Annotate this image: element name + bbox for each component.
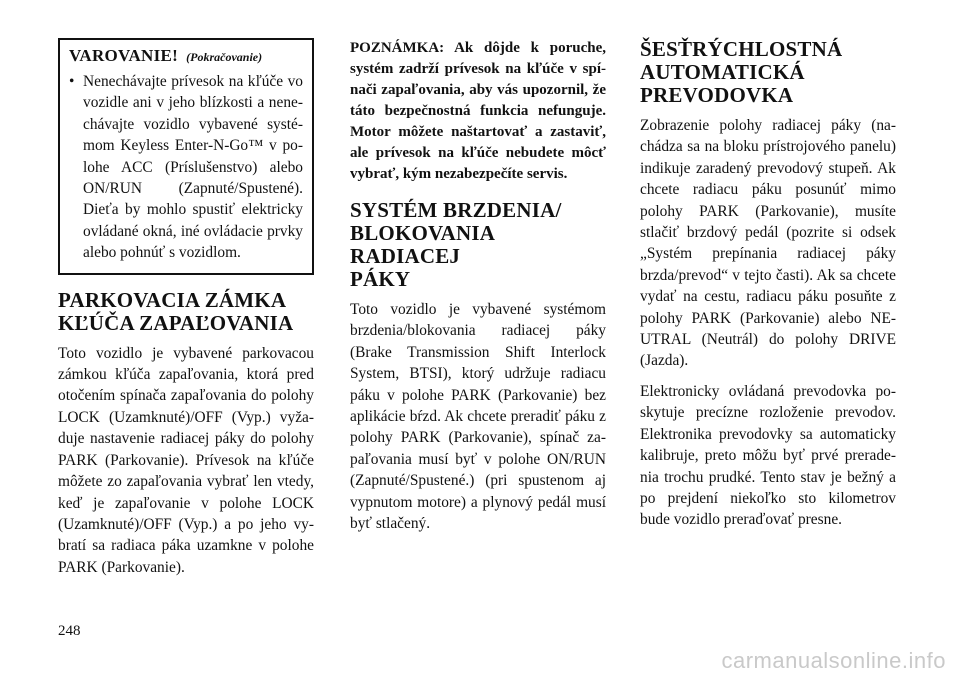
- warning-title: VAROVANIE!: [69, 46, 179, 65]
- heading-line: PÁKY: [350, 267, 411, 291]
- transmission-para-2: Elektronicky ovládaná prevodovka poskytuje precízne rozloženie prevodov. Elektronika prevodovky sa automaticky kalibruje, preto môžu byť prvé preradenia trochu prudké. Tento stav je bežný a po prejdení niekoľko sto kilometrov bude vozidlo preraďovať presne.: [640, 382, 896, 529]
- warning-item: [69, 71, 303, 264]
- warning-item-text: Nenechávajte prívesok na kľúče vo vozidle ani v jeho blízkosti a nenechávajte vozidlo vybavené systémom Keyless Enter-N-Go™ v polohe ACC (Príslušenstvo) alebo ON/RUN (Zapnuté/Spustené). Dieťa by mohlo spustiť elektricky ovládané okná, iné ovládacie prvky alebo pohnúť s vozidlom.: [83, 73, 303, 262]
- warning-box: [58, 38, 314, 275]
- transmission-heading: [640, 38, 896, 107]
- watermark: carmanualsonline.info: [721, 648, 946, 673]
- page-number: 248: [58, 623, 81, 639]
- warning-header: [69, 46, 303, 66]
- btsi-heading: [350, 199, 606, 291]
- heading-line: PREVODOVKA: [640, 83, 794, 107]
- middle-column: [350, 38, 606, 534]
- heading-line: KĽÚČA ZAPAĽOVANIA: [58, 310, 294, 335]
- note-paragraph: POZNÁMKA: Ak dôjde k poruche, systém zadrží prívesok na kľúče v spínači zapaľovania, aby vás upozornil, že táto bezpečnostná funkcia nefunguje. Motor môžete naštartovať a zastaviť, ale prívesok na kľúče nebudete môcť vybrať, kým nezabezpečíte servis.: [350, 40, 606, 182]
- heading-line: PARKOVACIA ZÁMKA: [58, 287, 287, 312]
- btsi-body: Toto vozidlo je vybavené systémom brzdenia/blokovania radiacej páky (Brake Transmission Shift Interlock System, BTSI), ktorý udržuje radiacu páku v polohe PARK (Parkovanie) bez aplikácie bŕzd. Ak chcete preradiť páku z polohy PARK (Parkovanie), spínač zapaľovania musí byť v polohe ON/RUN (Zapnuté/Spustené.) (pri spustenom aj vypnutom motore) a plynový pedál musí byť stlačený.: [350, 301, 606, 533]
- parking-lock-heading: [58, 289, 314, 335]
- warning-list: [69, 71, 303, 264]
- bullet-icon: •: [69, 73, 75, 90]
- parking-lock-body: Toto vozidlo je vybavené parkovacou zámkou kľúča zapaľovania, ktorá pred otočením spínača zapaľovania do polohy LOCK (Uzamknuté)/OFF (Vyp.) vyžaduje nastavenie radiacej páky do polohy PARK (Parkovanie). Prívesok na kľúče môžete zo zapaľovania vybrať len vtedy, keď je zapaľovanie v polohe LOCK (Uzamknuté)/OFF (Vyp.) a po jeho vybratí sa radiaca páka uzamkne v polohe PARK (Parkovanie).: [58, 344, 314, 576]
- transmission-para-1: Zobrazenie polohy radiacej páky (nachádza sa na bloku prístrojového panelu) indikuje zaradený prevodový stupeň. Ak chcete radiacu páku posunúť mimo polohy PARK (Parkovanie), musíte stlačiť brzdový pedál (pozrite si odsek „Systém prepínania radiacej páky brzda/prevod“ v tejto časti). Ak sa chcete vydať na cestu, radiacu páku posuňte z polohy PARK (Parkovanie) alebo NEUTRAL (Neutrál) do polohy DRIVE (Jazda).: [640, 117, 896, 370]
- heading-line: AUTOMATICKÁ: [640, 60, 805, 84]
- warning-subtitle: (Pokračovanie): [186, 50, 263, 64]
- heading-line: SYSTÉM BRZDENIA/: [350, 198, 562, 222]
- heading-line: ŠESŤRÝCHLOSTNÁ: [640, 37, 843, 61]
- left-column: [58, 38, 314, 578]
- right-column: [640, 38, 896, 531]
- heading-line: BLOKOVANIA RADIACEJ: [350, 221, 494, 268]
